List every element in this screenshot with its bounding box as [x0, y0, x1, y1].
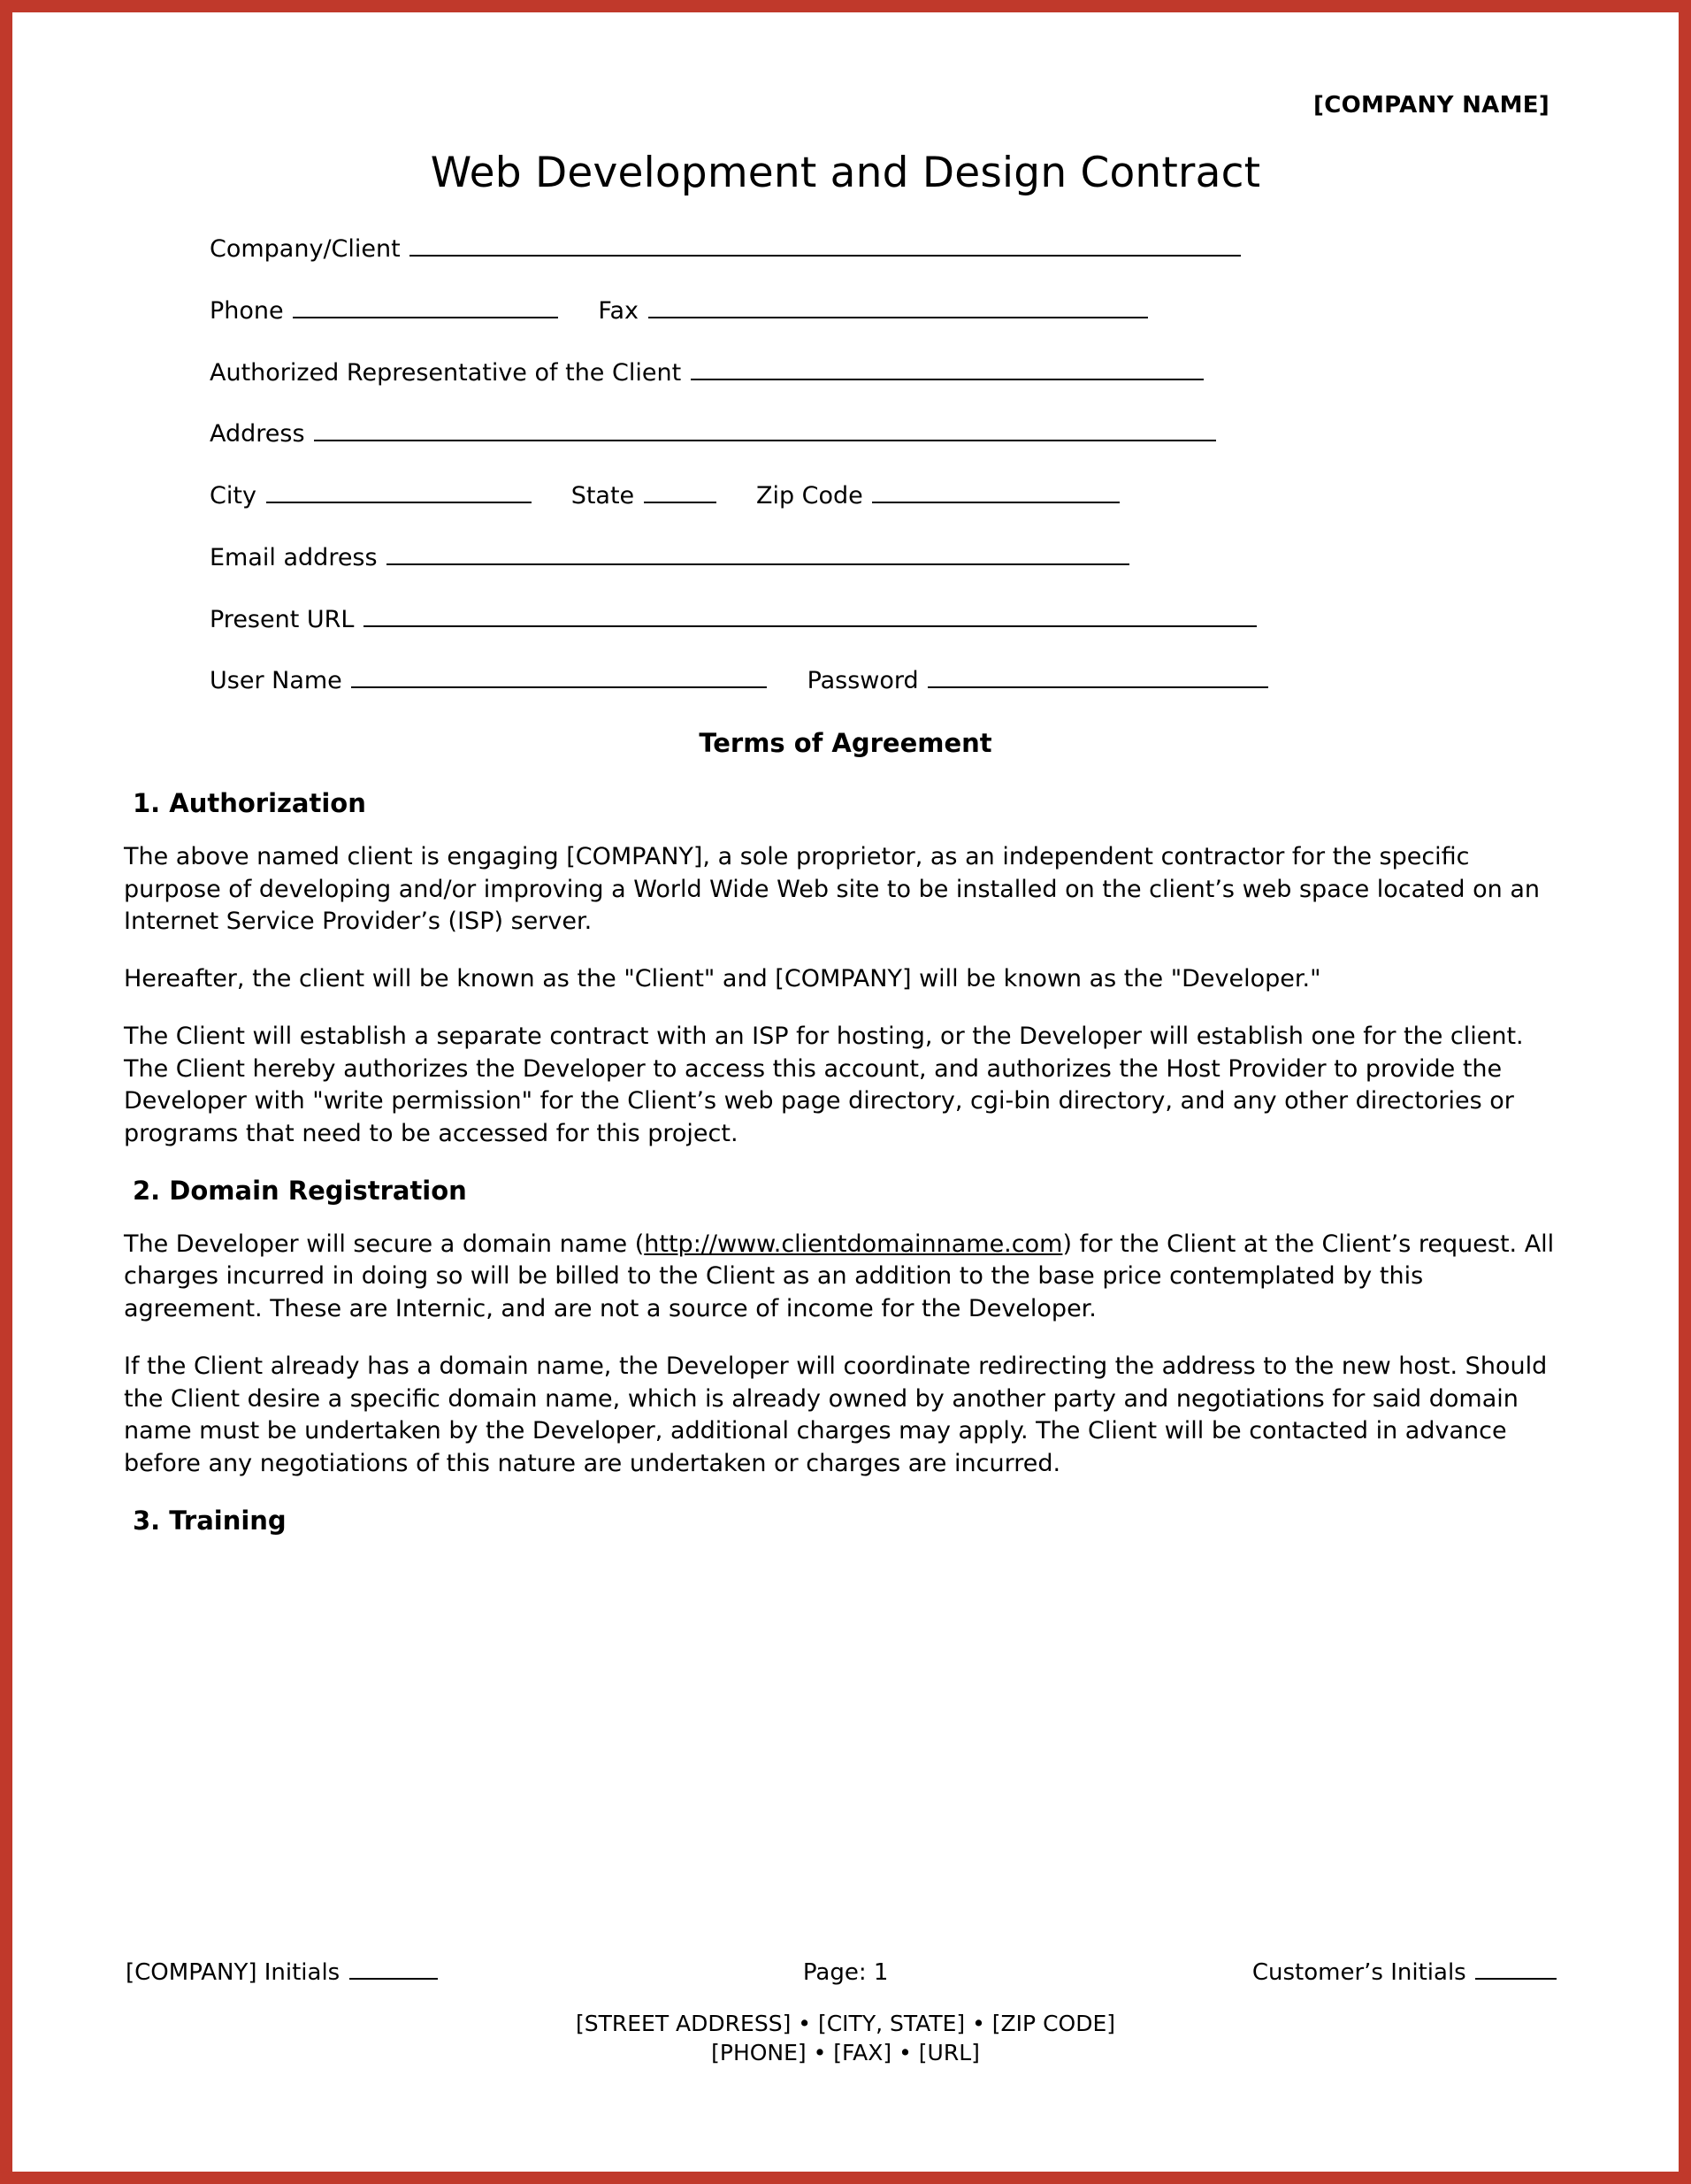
present-url-label: Present URL — [210, 605, 355, 633]
page-number-label: Page: 1 — [802, 1959, 889, 1986]
client-info-form — [117, 234, 1574, 696]
customer-initials-input[interactable] — [1475, 1958, 1557, 1980]
authorization-paragraph-2: Hereafter, the client will be known as the "Client" and [COMPANY] will be known as the "Developer." — [124, 965, 1321, 993]
email-input[interactable] — [386, 543, 1129, 565]
phone-input[interactable] — [293, 296, 558, 318]
state-input[interactable] — [644, 481, 716, 503]
domain-para-1-before-link: The Developer will secure a domain name ( — [124, 1230, 645, 1258]
domain-registration-paragraph-2: If the Client already has a domain name, the Developer will coordinate redirecting the address to the new host. Should the Client desire a specific domain name, which is already owned by another party and negotiations for said domain name must be undertaken by the Developer, additional charges may apply. The Client will be contacted in advance before any negotiations of this nature are undertaken or charges are incurred. — [124, 1352, 1548, 1478]
password-input[interactable] — [928, 666, 1268, 688]
authorization-paragraph-1: The above named client is engaging [COMPANY], a sole proprietor, as an independent contractor for the specific purpose of developing and/or improving a World Wide Web site to be installed on the client’s web space located on an Internet Service Provider’s (ISP) server. — [124, 843, 1540, 936]
city-input[interactable] — [266, 481, 532, 503]
fax-label: Fax — [598, 296, 639, 325]
city-label: City — [210, 482, 256, 510]
phone-label: Phone — [210, 296, 284, 325]
company-client-label: Company/Client — [210, 235, 401, 263]
address-label: Address — [210, 420, 305, 448]
customer-initials-group — [1252, 1958, 1558, 1986]
footer-initials-row — [117, 1958, 1574, 1986]
company-name-header: [COMPANY NAME] — [1313, 92, 1549, 119]
form-row-email — [210, 543, 1521, 573]
company-initials-group — [126, 1958, 440, 1986]
form-row-city-state-zip — [210, 481, 1521, 511]
footer-address-line-1: [STREET ADDRESS] • [CITY, STATE] • [ZIP CODE] — [575, 2011, 1116, 2036]
form-row-address — [210, 419, 1521, 449]
company-client-input[interactable] — [409, 234, 1241, 257]
authorized-rep-label: Authorized Representative of the Client — [210, 358, 682, 387]
client-domain-link[interactable]: http://www.clientdomainname.com — [644, 1230, 1063, 1258]
fax-input[interactable] — [648, 296, 1148, 318]
domain-para-1-after-link: ) for the Client at the Client’s request. All charges incurred in doing so will be billed to the Client as an addition to the base price contemplated by this agreement. These are Internic, and are not a source of income for the Developer. — [124, 1230, 1555, 1323]
user-name-input[interactable] — [351, 666, 767, 688]
form-row-authorized-rep — [210, 358, 1521, 388]
authorization-paragraph-3: The Client will establish a separate contract with an ISP for hosting, or the Developer will establish one for the client. The Client hereby authorizes the Developer to access this account, and authorizes the Host Provider to provide the Developer with "write permission" for the Client’s web page directory, cgi-bin directory, and any other directories or programs that need to be accessed for this project. — [124, 1022, 1524, 1148]
company-initials-input[interactable] — [349, 1958, 438, 1980]
section-heading-domain-registration: 2. Domain Registration — [133, 1175, 467, 1206]
state-label: State — [570, 482, 635, 510]
form-row-present-url — [210, 605, 1521, 635]
address-input[interactable] — [314, 419, 1216, 441]
present-url-input[interactable] — [363, 605, 1257, 627]
section-heading-authorization: 1. Authorization — [133, 788, 366, 818]
domain-registration-paragraph-1 — [124, 1229, 1557, 1326]
page-footer — [117, 1958, 1574, 2067]
terms-of-agreement-heading: Terms of Agreement — [699, 728, 992, 758]
footer-address — [117, 2009, 1574, 2067]
section-heading-training: 3. Training — [133, 1505, 287, 1536]
terms-body — [117, 788, 1574, 1536]
page-title: Web Development and Design Contract — [430, 149, 1261, 197]
form-row-company-client — [210, 234, 1521, 264]
document-page — [12, 12, 1679, 2172]
zip-code-input[interactable] — [872, 481, 1120, 503]
password-label: Password — [807, 667, 919, 695]
form-row-username-password — [210, 666, 1521, 696]
authorized-rep-input[interactable] — [691, 358, 1204, 380]
footer-address-line-2: [PHONE] • [FAX] • [URL] — [711, 2040, 980, 2065]
zip-code-label: Zip Code — [755, 482, 863, 510]
user-name-label: User Name — [210, 667, 342, 695]
email-label: Email address — [210, 543, 378, 571]
company-initials-label: [COMPANY] Initials — [126, 1959, 340, 1986]
customer-initials-label: Customer’s Initials — [1251, 1959, 1466, 1986]
form-row-phone-fax — [210, 296, 1521, 326]
